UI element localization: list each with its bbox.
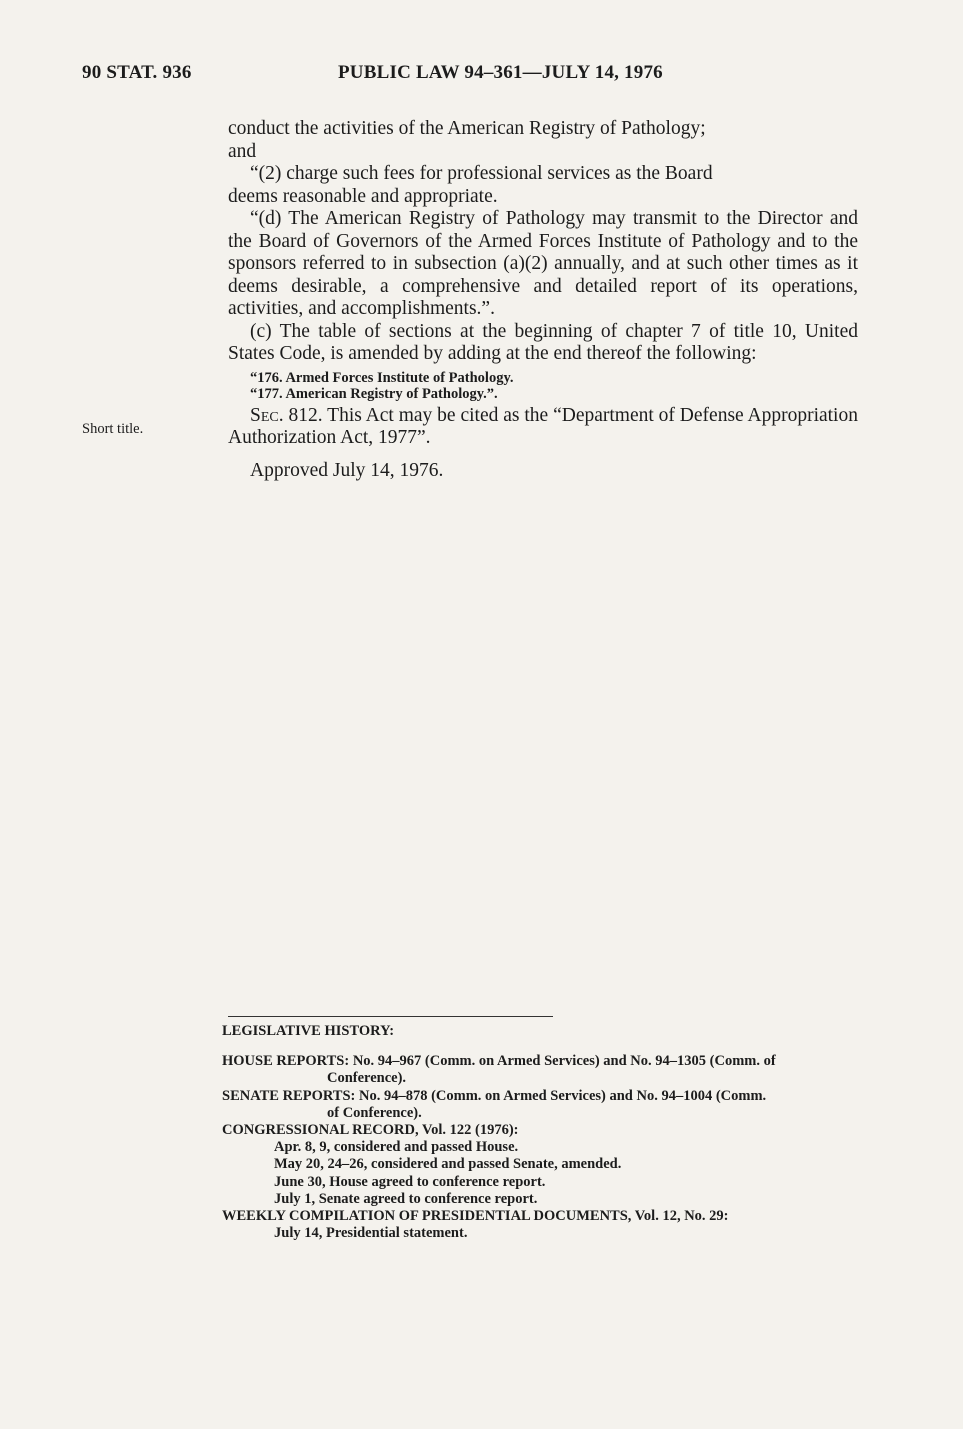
page-title: PUBLIC LAW 94–361—JULY 14, 1976 bbox=[338, 62, 663, 83]
history-line: Apr. 8, 9, considered and passed House. bbox=[274, 1139, 519, 1156]
text-line: conduct the activities of the American Registry of Pathology; bbox=[228, 118, 706, 139]
history-line: of Conference). bbox=[327, 1104, 422, 1121]
legislative-history bbox=[222, 1023, 862, 1242]
section-label: Sec. 812. bbox=[250, 404, 323, 426]
subsection-c: (c) The table of sections at the beginning of chapter 7 of title 10, United States Code, is amended by adding at the end thereof the following: bbox=[228, 320, 858, 364]
history-title: LEGISLATIVE HISTORY: bbox=[222, 1023, 395, 1039]
history-line: WEEKLY COMPILATION OF PRESIDENTIAL DOCUMENTS, Vol. 12, No. 29: bbox=[222, 1208, 729, 1225]
history-line: SENATE REPORTS: No. 94–878 (Comm. on Armed Services) and No. 94–1004 (Comm. bbox=[222, 1087, 767, 1104]
history-line: July 1, Senate agreed to conference report. bbox=[274, 1190, 538, 1207]
section-812 bbox=[228, 405, 858, 450]
history-line: Conference). bbox=[327, 1070, 407, 1087]
divider bbox=[228, 1016, 553, 1017]
toc-entry: “177. American Registry of Pathology.”. bbox=[250, 385, 498, 402]
list-item: “(2) charge such fees for professional services as the Board bbox=[250, 163, 713, 184]
history-line: July 14, Presidential statement. bbox=[274, 1225, 468, 1242]
text-line: and bbox=[228, 140, 257, 162]
body-text bbox=[228, 118, 858, 482]
page-reference: 90 STAT. 936 bbox=[82, 62, 192, 83]
history-line: June 30, House agreed to conference report. bbox=[274, 1173, 546, 1190]
history-line: May 20, 24–26, considered and passed Senate, amended. bbox=[274, 1156, 622, 1173]
history-line: HOUSE REPORTS: No. 94–967 (Comm. on Armed Services) and No. 94–1305 (Comm. of bbox=[222, 1053, 776, 1070]
margin-note-short-title: Short title. bbox=[82, 421, 144, 437]
history-line: CONGRESSIONAL RECORD, Vol. 122 (1976): bbox=[222, 1122, 519, 1139]
list-item-continued: deems reasonable and appropriate. bbox=[228, 185, 498, 207]
approval-line: Approved July 14, 1976. bbox=[250, 459, 444, 481]
section-text: This Act may be cited as the “Department of Defense Appropriation Authorization Act, 1977”. bbox=[228, 404, 858, 448]
subsection-d: “(d) The American Registry of Pathology may transmit to the Director and the Board of Governors of the Armed Forces Institute of Pathology and to the sponsors referred to in subsection (a)(2) annually, and at such other times as it deems desirable, a comprehensive and detailed report of its operations, activities, and accomplishments.”. bbox=[228, 208, 858, 319]
toc-entry: “176. Armed Forces Institute of Pathology. bbox=[250, 369, 514, 386]
